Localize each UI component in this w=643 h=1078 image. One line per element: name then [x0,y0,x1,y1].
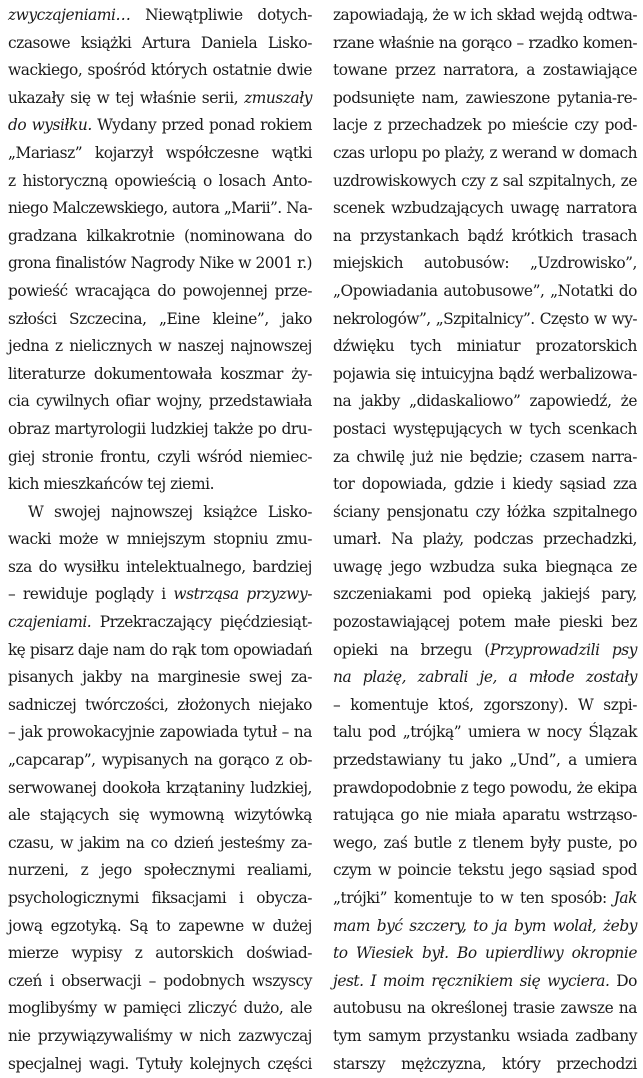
italic-fragment: na plażę, zabrali je, a młode zostały [333,668,637,687]
text-line: tym samym przystanku wsiada zadbany [333,1026,637,1045]
text-fragment: – rewiduje poglądy i [8,585,174,604]
text-line: czas urlopu po plaży, z werand w domach [333,143,637,162]
italic-fragment: czajeniami. [8,613,92,632]
text-line: literaturze dokumentowała koszmar ży- [8,364,312,383]
italic-fragment: Jak [613,889,637,907]
text-line: „capcarap”, wypisanych na gorąco z ob- [8,751,312,770]
text-line: czasowe książki Artura Daniela Lisko- [8,33,312,52]
text-line: specjalnej wagi. Tytuły kolejnych części [8,1054,312,1073]
italic-fragment: to Wiesiek był. Bo upierdliwy okropnie [333,944,637,963]
text-line [333,637,637,665]
text-line: szczeniakami pod opieką jakiejś pary, [333,585,637,604]
text-line: miejskich autobusów: „Uzdrowisko”, [333,254,637,273]
text-line: czeń i obserwacji – podobnych wszyscy [8,971,312,990]
text-line: przedstawiany tu jako „Und”, a umiera [333,751,637,770]
text-line: „Opowiadania autobusowe”, „Notatki do [333,281,637,300]
text-line: nurzeni, z jego społecznymi realiami, [8,861,312,880]
text-line: kich mieszkańców tej ziemi. [8,475,215,494]
text-line: obraz martyrologii ludzkiej także po dru- [8,419,312,438]
text-line: wacki może w mniejszym stopniu zmu- [8,530,312,549]
text-line [8,609,312,637]
italic-fragment: jest. I moim ręcznikiem się wyciera. [333,971,610,990]
text-fragment: Niewątpliwie dotych- [130,6,312,24]
text-line: scenek wzbudzających uwagę narratora [333,199,637,218]
italic-fragment: zmuszały [244,88,312,107]
text-line: na jakby „didaskaliowo” zapowiedź, że [333,392,637,411]
text-line: jową egzotyką. Są to zapewne w dużej [8,916,312,935]
text-line: – jak prowokacyjnie zapowiada tytuł – na [8,723,312,742]
text-line: ale stających się wymowną wizytówką [8,806,312,825]
italic-fragment: mam być szczery, to ja bym wolał, żeby [333,916,637,935]
text-line: ratująca go nie miała aparatu wstrząso- [333,806,637,825]
text-fragment: „trójki” komentuje to w ten sposób: [333,889,614,907]
text-line [8,2,312,30]
text-fragment: ukazały się w tej właśnie serii, [8,88,245,107]
left-column [8,2,312,1078]
text-line: tor dopowiada, gdzie i kiedy sąsiad zza [333,475,637,494]
right-column [333,2,637,1078]
text-line: czym w poincie tekstu jego sąsiad spod [333,861,637,880]
text-line: ściany pensjonatu czy łóżka szpitalnego [333,502,637,521]
text-line: psychologicznymi fiksacjami i obycza- [8,889,312,907]
text-fragment: opieki na brzegu ( [333,640,490,659]
text-line: nie przywiązywaliśmy w nich zazwyczaj [8,1026,312,1045]
text-line: z historyczną opowieścią o losach Anto- [8,171,312,190]
text-fragment: Wydany przed ponad rokiem [91,116,312,135]
text-line [333,664,637,692]
text-line [333,913,637,941]
text-line: cia cywilnych ofiar wojny, przedstawiała [8,392,312,411]
text-line: podsunięte nam, zawieszone pytania-re- [333,88,637,107]
text-line: uzdrowiskowych czy z sal szpitalnych, ze [333,171,637,190]
text-fragment: Przekraczający pięćdziesiąt- [91,613,312,632]
text-line: za chwilę już nie będzie; czasem narra- [333,447,637,466]
italic-fragment: do wysiłku. [8,116,92,135]
italic-fragment: zwyczajeniami… [8,6,131,24]
text-line: nekrologów”, „Szpitalnicy”. Często w wy- [333,309,637,328]
text-line [333,885,637,913]
text-line: wackiego, spośród których ostatnie dwie [8,61,312,80]
text-line: dźwięku tych miniatur prozatorskich [333,337,637,356]
text-line: rzane właśnie na gorąco – rzadko komen- [333,33,637,52]
text-line: sza do wysiłku intelektualnego, bardziej [8,557,312,576]
text-line: powieść wracająca do powojennej prze- [8,281,312,300]
text-line: starszy mężczyzna, który przechodzi [333,1054,637,1073]
text-line: autobusu na określonej trasie zawsze na [333,999,637,1018]
text-line: prawdopodobnie z tego powodu, że ekipa [333,778,637,797]
text-line: pojawia się intuicyjna bądź werbalizowa- [333,364,637,383]
text-line: wego, zaś butle z tlenem były puste, po [333,833,637,852]
italic-fragment: wstrząsa przyzwy- [173,585,313,604]
text-line [333,968,637,996]
text-line: zapowiadają, że w ich skład wejdą odtwa- [333,6,637,24]
text-line: czasu, w jakim na co dzień jesteśmy za- [8,833,312,852]
text-fragment: Do [609,971,637,990]
text-line: talu pod „trójką” umiera w nocy Ślązak [333,723,637,742]
text-line: kę pisarz daje nam do rąk tom opowiadań [8,640,312,659]
text-line: „Mariasz” kojarzył współczesne wątki [8,143,312,162]
text-line: towane przez narratora, a zostawiające [333,61,637,80]
text-line: pisanych jakby na marginesie swej za- [8,668,312,687]
text-line: – komentuje ktoś, zgorszony). W szpi- [333,695,637,714]
text-line: jedna z nielicznych w naszej najnowszej [8,337,312,356]
text-line: postaci występujących w tych scenkach [333,419,637,438]
text-line: pozostawiającej potem małe pieski bez [333,613,637,632]
text-line [8,85,312,113]
text-line: mierze wypisy z autorskich doświad- [8,944,312,963]
text-line: lacje z przechadzek po mieście czy pod- [333,116,637,135]
text-line: serwowanej dookoła krzątaniny ludzkiej, [8,778,312,797]
text-line: gradzana kilkakrotnie (nominowana do [8,226,312,245]
text-line: szłości Szczecina, „Eine kleine”, jako [8,309,312,328]
text-line: giej stronie frontu, czyli wśród niemiec- [8,447,312,466]
text-line: na przystankach bądź krótkich trasach [333,226,637,245]
text-line [333,940,637,968]
text-line: umarł. Na plaży, podczas przechadzki, [333,530,637,549]
text-line: grona finalistów Nagrody Nike w 2001 r.) [8,254,312,273]
text-line [8,581,312,609]
text-line: sadniczej twórczości, złożonych niejako [8,695,312,714]
text-line: moglibyśmy w pamięci zliczyć dużo, ale [8,999,312,1018]
text-line [8,112,312,140]
italic-fragment: Przyprowadzili psy [489,640,637,659]
text-line: uwagę jego wzbudza suka biegnąca ze [333,557,637,576]
text-line: W swojej najnowszej książce Lisko- [28,502,312,521]
text-line: niego Malczewskiego, autora „Marii”. Na- [8,199,312,218]
